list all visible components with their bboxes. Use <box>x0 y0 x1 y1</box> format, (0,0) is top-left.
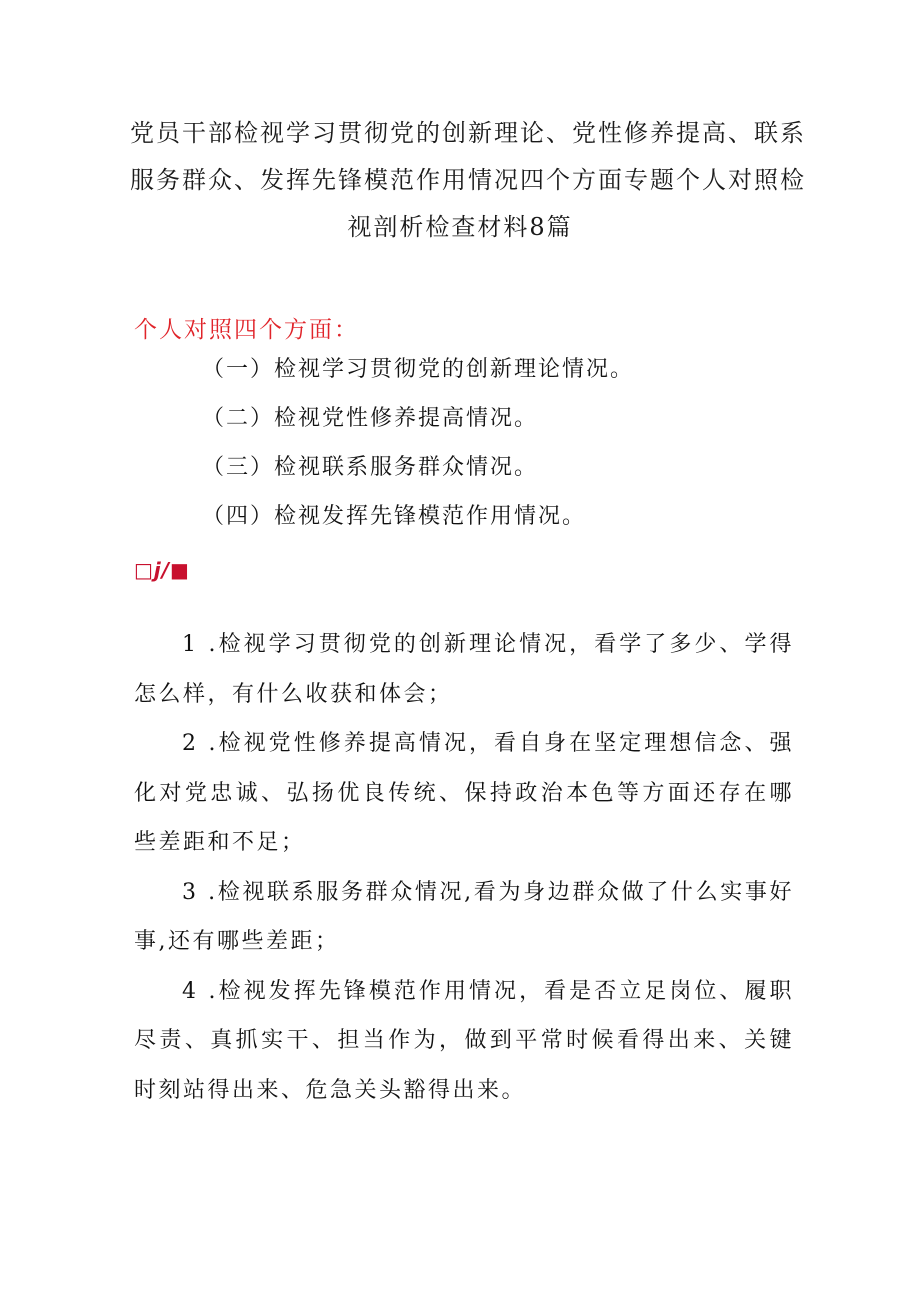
body-paragraphs <box>134 620 794 1115</box>
paragraph-4: 4 .检视发挥先锋模范作用情况，看是否立足岗位、履职尽责、真抓实干、担当作为，做到平常时候看得出来、关键时刻站得出来、危急关头豁得出来。 <box>134 978 794 1103</box>
aspect-item-2: （二）检视党性修养提高情况。 <box>202 406 539 431</box>
paragraph-2: 2 .检视党性修养提高情况，看自身在坚定理想信念、强化对党忠诚、弘扬优良传统、保持政治本色等方面还存在哪些差距和不足； <box>134 731 794 855</box>
title-line-2: 服务群众、发挥先锋模范作用情况四个方面专题个人对照检 <box>130 166 806 194</box>
paragraph-3: 3 .检视联系服务群众情况,看为身边群众做了什么实事好事,还有哪些差距； <box>134 879 794 954</box>
aspects-heading: 个人对照四个方面： <box>134 317 359 343</box>
paragraph-1: 1 .检视学习贯彻党的创新理论情况，看学了多少、学得怎么样，有什么收获和体会； <box>134 632 794 707</box>
document-title <box>130 110 806 251</box>
aspect-item-1: （一）检视学习贯彻党的创新理论情况。 <box>202 357 635 382</box>
title-line-3: 视剖析检查材料8篇 <box>347 213 573 241</box>
title-line-1: 党员干部检视学习贯彻党的创新理论、党性修养提高、联系 <box>130 119 806 147</box>
aspect-item-4: （四）检视发挥先锋模范作用情况。 <box>202 504 587 529</box>
aspect-list <box>202 356 634 552</box>
aspect-item-3: （三）检视联系服务群众情况。 <box>202 455 539 480</box>
section-marker: □j/■ <box>134 558 190 582</box>
